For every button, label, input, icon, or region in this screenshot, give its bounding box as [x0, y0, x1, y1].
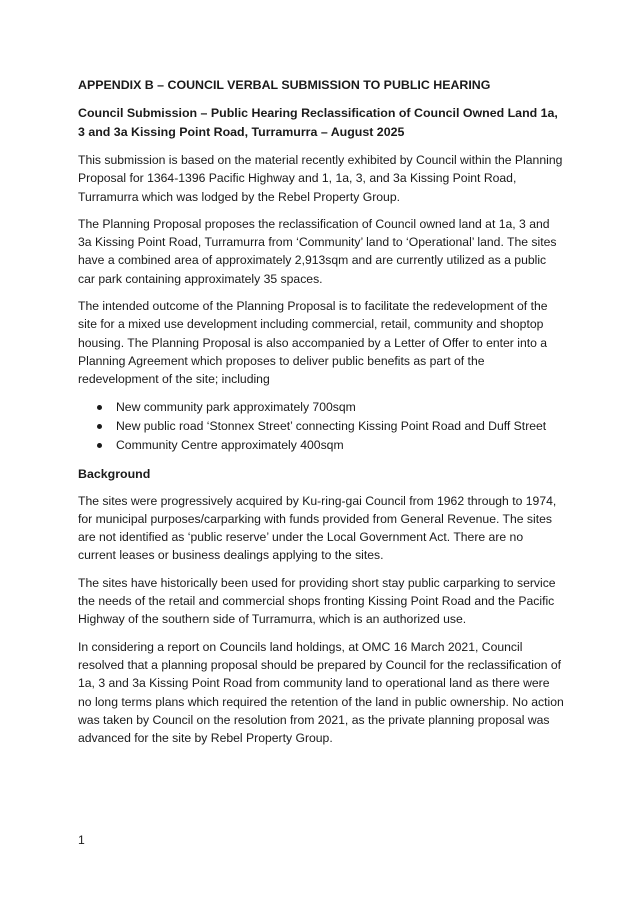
list-item: New community park approximately 700sqm: [116, 398, 564, 417]
reclassification-paragraph: The Planning Proposal proposes the reclassification of Council owned land at 1a, 3 and 3a Kissing Point Road, Turramurra from ‘Community’ land to ‘Operational’ land. The sites have a combined area of approximately 2,913sqm and are currently utilized as a public car park containing approximately 35 spaces.: [78, 216, 557, 286]
public-benefits-list: [78, 398, 564, 455]
list-item: Community Centre approximately 400sqm: [116, 436, 564, 455]
carparking-paragraph: The sites have historically been used for providing short stay public carparking to service the needs of the retail and commercial shops fronting Kissing Point Road and the Pacific Highway of the southern side of Turramurra, which is an authorized use.: [78, 575, 556, 627]
intro-paragraph: This submission is based on the material recently exhibited by Council within the Planning Proposal for 1364-1396 Pacific Highway and 1, 1a, 3, and 3a Kissing Point Road, Turramurra which was lodged by the Rebel Property Group.: [78, 153, 563, 204]
outcome-paragraph: The intended outcome of the Planning Proposal is to facilitate the redevelopment of the site for a mixed use development including commercial, retail, community and shoptop housing. The Planning Proposal is also accompanied by a Letter of Offer to enter into a Planning Agreement which proposes to deliver public benefits as part of the redevelopment of the site; including: [78, 299, 548, 387]
background-heading: Background: [78, 466, 151, 481]
submission-title: Council Submission – Public Hearing Reclassification of Council Owned Land 1a, 3 and 3a Kissing Point Road, Turramurra – August 2025: [78, 106, 558, 139]
list-item: New public road ‘Stonnex Street’ connecting Kissing Point Road and Duff Street: [116, 417, 564, 436]
acquisition-paragraph: The sites were progressively acquired by Ku-ring-gai Council from 1962 through to 1974, for municipal purposes/carparking with funds provided from General Revenue. The sites are not identified as ‘public reserve’ under the Local Government Act. There are no current leases or business dealings applying to the sites.: [78, 493, 557, 563]
document-page: [78, 76, 564, 756]
appendix-heading: APPENDIX B – COUNCIL VERBAL SUBMISSION TO PUBLIC HEARING: [78, 78, 491, 92]
page-number: 1: [78, 833, 85, 847]
resolution-paragraph: In considering a report on Councils land holdings, at OMC 16 March 2021, Council resolved that a planning proposal should be prepared by Council for the reclassification of 1a, 3 and 3a Kissing Point Road from community land to operational land as there were no long terms plans which required the retention of the land in public ownership. No action was taken by Council on the resolution from 2021, as the private planning proposal was advanced for the site by Rebel Property Group.: [78, 639, 564, 746]
